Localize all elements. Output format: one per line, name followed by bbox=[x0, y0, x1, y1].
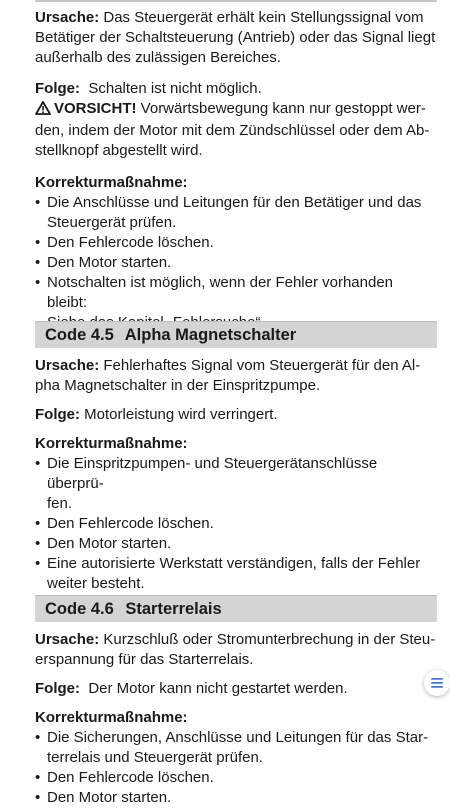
bullet: • bbox=[35, 729, 41, 746]
list-item bbox=[35, 454, 437, 514]
folge-paragraph bbox=[35, 679, 437, 699]
folge-label: Folge: bbox=[35, 680, 80, 697]
ursache-label: Ursache: bbox=[35, 631, 100, 648]
vorsicht-text-line: stellknopf abgestellt wird. bbox=[35, 142, 203, 159]
list-item-text: fen. bbox=[47, 495, 73, 512]
bullet: • bbox=[35, 455, 41, 472]
list-item bbox=[35, 253, 437, 273]
list-item-text: Steuergerät prüfen. bbox=[47, 214, 177, 231]
list-item-text: terrelais und Steuergerät prüfen. bbox=[47, 749, 263, 766]
folge-paragraph bbox=[35, 405, 437, 425]
code-label: Code bbox=[45, 326, 87, 344]
code-number: 4.5 bbox=[90, 326, 114, 344]
bullet: • bbox=[35, 789, 41, 806]
list-item-text: Die Einspritzpumpen- und Steuergerätanschlüsse überprü- bbox=[47, 455, 378, 492]
ursache-text-line: außerhalb des zulässigen Bereiches. bbox=[35, 49, 281, 66]
section-1 bbox=[35, 8, 437, 333]
list-item-text: Den Motor starten. bbox=[47, 789, 172, 806]
list-item-text: Die Anschlüsse und Leitungen für den Betätiger und das bbox=[47, 194, 422, 211]
list-item bbox=[35, 728, 437, 768]
list-item-text: Den Fehlercode löschen. bbox=[47, 515, 214, 532]
ursache-paragraph bbox=[35, 8, 437, 68]
ursache-label: Ursache: bbox=[35, 9, 100, 26]
list-item bbox=[35, 514, 437, 534]
ursache-text-line: Fehlerhaftes Signal vom Steuergerät für den Al- bbox=[103, 357, 421, 374]
list-item-text: Den Fehlercode löschen. bbox=[47, 234, 214, 251]
folge-text: Der Motor kann nicht gestartet werden. bbox=[88, 680, 348, 697]
bullet: • bbox=[35, 194, 41, 211]
folge-label: Folge: bbox=[35, 80, 80, 97]
list-item-text: Den Motor starten. bbox=[47, 254, 172, 271]
ursache-text-line: Betätiger der Schaltsteuerung (Antrieb) oder das Signal liegt bbox=[35, 29, 436, 46]
code-label: Code bbox=[45, 600, 87, 618]
list-item bbox=[35, 193, 437, 233]
list-item bbox=[35, 534, 437, 554]
floating-menu-button[interactable] bbox=[424, 670, 450, 696]
vorsicht-text-line: den, indem der Motor mit dem Zündschlüssel oder dem Ab- bbox=[35, 122, 430, 139]
section-code-4-5 bbox=[35, 321, 437, 594]
list-item bbox=[35, 233, 437, 253]
list-item bbox=[35, 788, 437, 808]
section-code-4-6 bbox=[35, 595, 437, 808]
ursache-text-line: erspannung für das Starterrelais. bbox=[35, 651, 254, 668]
korrektur-list bbox=[35, 454, 437, 594]
ursache-label: Ursache: bbox=[35, 357, 100, 374]
bullet: • bbox=[35, 535, 41, 552]
bullet: • bbox=[35, 555, 41, 572]
list-item-text: weiter besteht. bbox=[47, 575, 145, 592]
code-title: Alpha Magnetschalter bbox=[124, 326, 297, 344]
ursache-paragraph bbox=[35, 356, 437, 396]
korrektur-heading: Korrekturmaßnahme: bbox=[35, 435, 188, 452]
list-item-text: Den Fehlercode löschen. bbox=[47, 769, 214, 786]
ursache-text-line: pha Magnetschalter in der Einspritzpumpe. bbox=[35, 377, 321, 394]
korrektur-list bbox=[35, 193, 437, 333]
list-item bbox=[35, 768, 437, 788]
list-item-text: Eine autorisierte Werkstatt verständigen, falls der Fehler bbox=[47, 555, 421, 572]
korrektur-list bbox=[35, 728, 437, 808]
ursache-text-line: Kurzschluß oder Stromunterbrechung in der Steu- bbox=[103, 631, 436, 648]
folge-label: Folge: bbox=[35, 406, 80, 423]
code-title: Starterrelais bbox=[125, 600, 222, 618]
section-heading-bar bbox=[35, 595, 437, 622]
korrektur-heading: Korrekturmaßnahme: bbox=[35, 709, 188, 726]
list-item bbox=[35, 554, 437, 594]
section-heading-bar bbox=[35, 321, 437, 348]
bullet: • bbox=[35, 234, 41, 251]
bullet: • bbox=[35, 274, 41, 291]
vorsicht-label: VORSICHT! bbox=[54, 100, 137, 117]
korrektur-heading: Korrekturmaßnahme: bbox=[35, 174, 188, 191]
list-item-text: Den Motor starten. bbox=[47, 535, 172, 552]
vorsicht-paragraph bbox=[35, 99, 437, 161]
folge-text: Schalten ist nicht möglich. bbox=[88, 80, 262, 97]
warning-triangle-icon bbox=[35, 101, 51, 121]
ursache-text-line: Das Steuergerät erhält kein Stellungssignal vom bbox=[103, 9, 424, 26]
bullet: • bbox=[35, 515, 41, 532]
vorsicht-text-line: Vorwärtsbewegung kann nur gestoppt wer- bbox=[140, 100, 426, 117]
ursache-paragraph bbox=[35, 630, 437, 670]
folge-paragraph bbox=[35, 79, 437, 99]
bullet: • bbox=[35, 769, 41, 786]
list-icon bbox=[430, 676, 444, 690]
list-item-text: Die Sicherungen, Anschlüsse und Leitungen für das Star- bbox=[47, 729, 429, 746]
folge-text: Motorleistung wird verringert. bbox=[84, 406, 278, 423]
code-number: 4.6 bbox=[90, 600, 114, 618]
bullet: • bbox=[35, 254, 41, 271]
list-item-text: Notschalten ist möglich, wenn der Fehler vorhanden bleibt: bbox=[47, 274, 394, 311]
top-rule bbox=[35, 0, 437, 2]
